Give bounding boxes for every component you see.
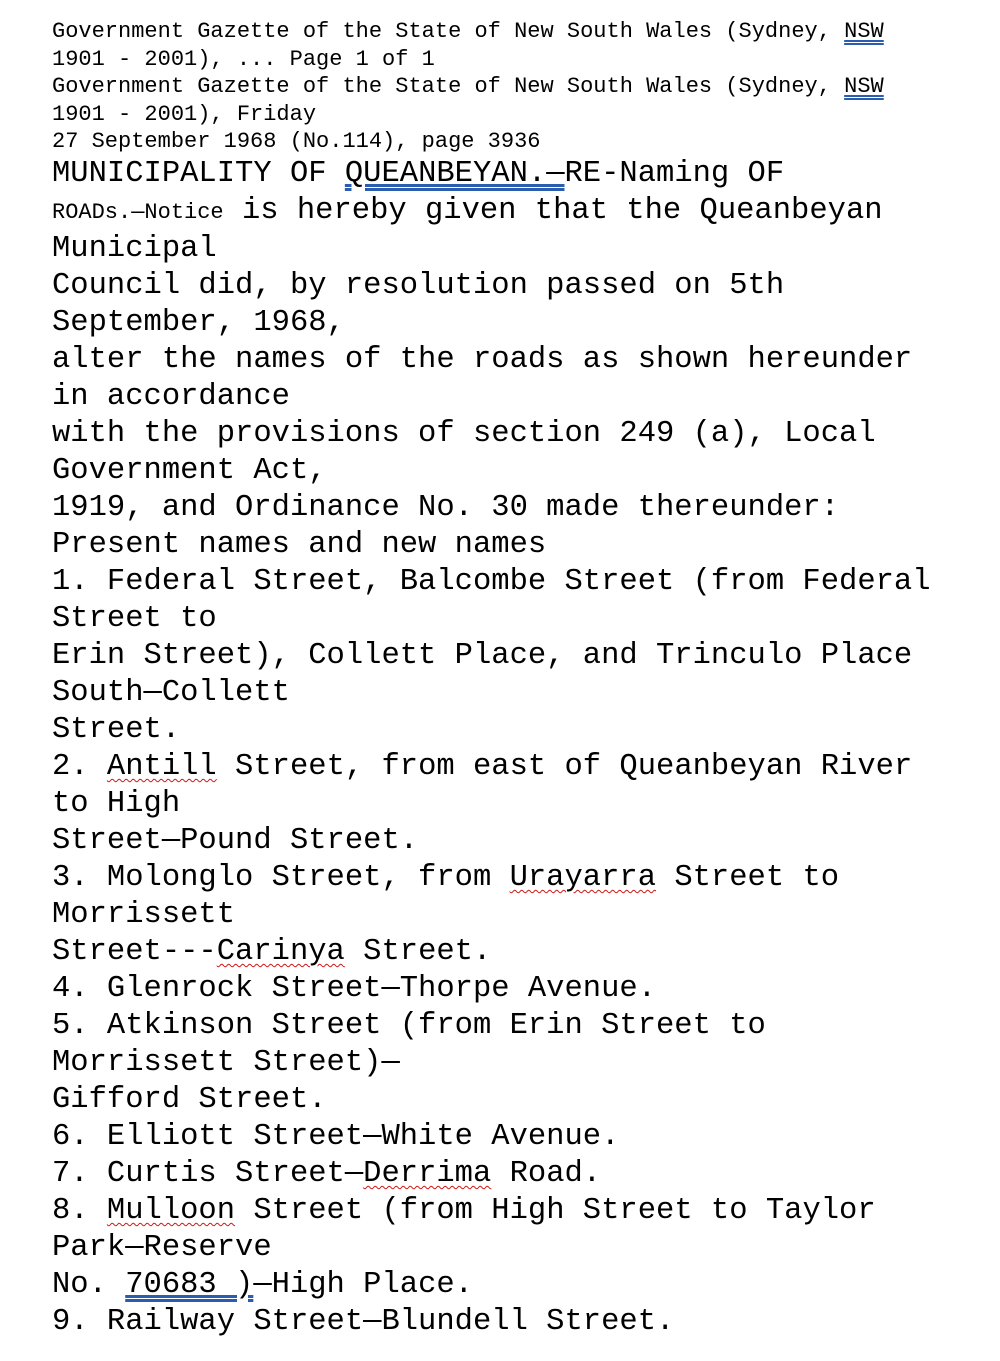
roads-small-text: ROADs.—Notice	[52, 199, 224, 225]
list-item-1-cont: Street to	[52, 601, 217, 636]
header-line-5: 27 September 1968 (No.114), page 3936	[52, 129, 541, 155]
list-item-3	[52, 860, 1000, 897]
spellcheck-word: Urayarra	[509, 860, 657, 895]
nsw-link[interactable]: NSW	[844, 19, 884, 44]
nsw-link[interactable]: NSW	[844, 74, 884, 100]
queanbeyan-link[interactable]: QUEANBEYAN.—	[344, 156, 565, 191]
title-text: RE-Naming OF	[564, 156, 785, 191]
notice-line: 1919, and Ordinance No. 30 made thereunder:	[52, 490, 840, 525]
item-text: 3. Molonglo Street, from	[52, 860, 510, 895]
spellcheck-word: Carinya	[216, 934, 345, 969]
list-item-9: 9. Railway Street—Blundell Street.	[52, 1304, 675, 1339]
notice-line: Council did, by resolution passed on 5th	[52, 268, 785, 303]
notice-line-heading: Present names and new names	[52, 527, 547, 562]
spellcheck-word: Antill	[106, 749, 217, 784]
list-item-1-cont: Street.	[52, 712, 181, 747]
list-item-5: 5. Atkinson Street (from Erin Street to	[52, 1008, 766, 1043]
list-item-6: 6. Elliott Street—White Avenue.	[52, 1119, 620, 1154]
header-line-1	[52, 18, 1000, 46]
header-line-2: 1901 - 2001), ... Page 1 of 1	[52, 46, 435, 72]
header-line-4: 1901 - 2001), Friday	[52, 101, 317, 127]
notice-line: in accordance	[52, 379, 290, 414]
item-text: Street.	[344, 934, 492, 969]
item-text: Street, from east of Queanbeyan River	[216, 749, 913, 784]
list-item-7	[52, 1156, 1000, 1193]
list-item-1: 1. Federal Street, Balcombe Street (from Federal	[52, 564, 931, 599]
list-item-5-cont: Gifford Street.	[52, 1082, 327, 1117]
list-item-5-cont: Morrissett Street)—	[52, 1045, 400, 1080]
header-line-3	[52, 73, 1000, 101]
item-text: Road.	[491, 1156, 602, 1191]
notice-line-roads	[52, 193, 1000, 231]
list-item-2-cont: Street—Pound Street.	[52, 823, 419, 858]
gazette-document	[52, 18, 1000, 1341]
header-text: Government Gazette of the State of New South Wales (Sydney,	[52, 74, 845, 100]
item-text: No.	[52, 1267, 126, 1302]
list-item-8-cont: Park—Reserve	[52, 1230, 272, 1265]
list-item-3-cont: Morrissett	[52, 897, 236, 932]
notice-line: Municipal	[52, 231, 217, 266]
list-item-4: 4. Glenrock Street—Thorpe Avenue.	[52, 971, 656, 1006]
list-item-2-cont: to High	[52, 786, 181, 821]
spellcheck-word: Derrima	[363, 1156, 492, 1191]
item-text: Street---	[52, 934, 217, 969]
reserve-number-link[interactable]: 70683 )	[125, 1267, 254, 1302]
notice-title	[52, 156, 1000, 193]
list-item-8	[52, 1193, 1000, 1230]
list-item-2	[52, 749, 1000, 786]
item-text: 7. Curtis Street—	[52, 1156, 364, 1191]
notice-line: September, 1968,	[52, 305, 345, 340]
item-text: 2.	[52, 749, 107, 784]
notice-line: with the provisions of section 249 (a), Local	[52, 416, 876, 451]
notice-line: Government Act,	[52, 453, 327, 488]
roads-rest-text: is hereby given that the Queanbeyan	[223, 193, 883, 228]
spellcheck-word: Mulloon	[106, 1193, 236, 1228]
item-text: 8.	[52, 1193, 107, 1228]
item-text: —High Place.	[253, 1267, 473, 1302]
list-item-8-cont	[52, 1267, 1000, 1304]
item-text: Street to	[656, 860, 840, 895]
header-text: Government Gazette of the State of New South Wales (Sydney,	[52, 19, 845, 44]
list-item-1-cont: South—Collett	[52, 675, 290, 710]
item-text: Street (from High Street to Taylor	[235, 1193, 876, 1228]
title-text: MUNICIPALITY OF	[52, 156, 345, 191]
list-item-1-cont: Erin Street), Collett Place, and Trinculo Place	[52, 638, 913, 673]
notice-line: alter the names of the roads as shown hereunder	[52, 342, 913, 377]
list-item-3-cont	[52, 934, 1000, 971]
